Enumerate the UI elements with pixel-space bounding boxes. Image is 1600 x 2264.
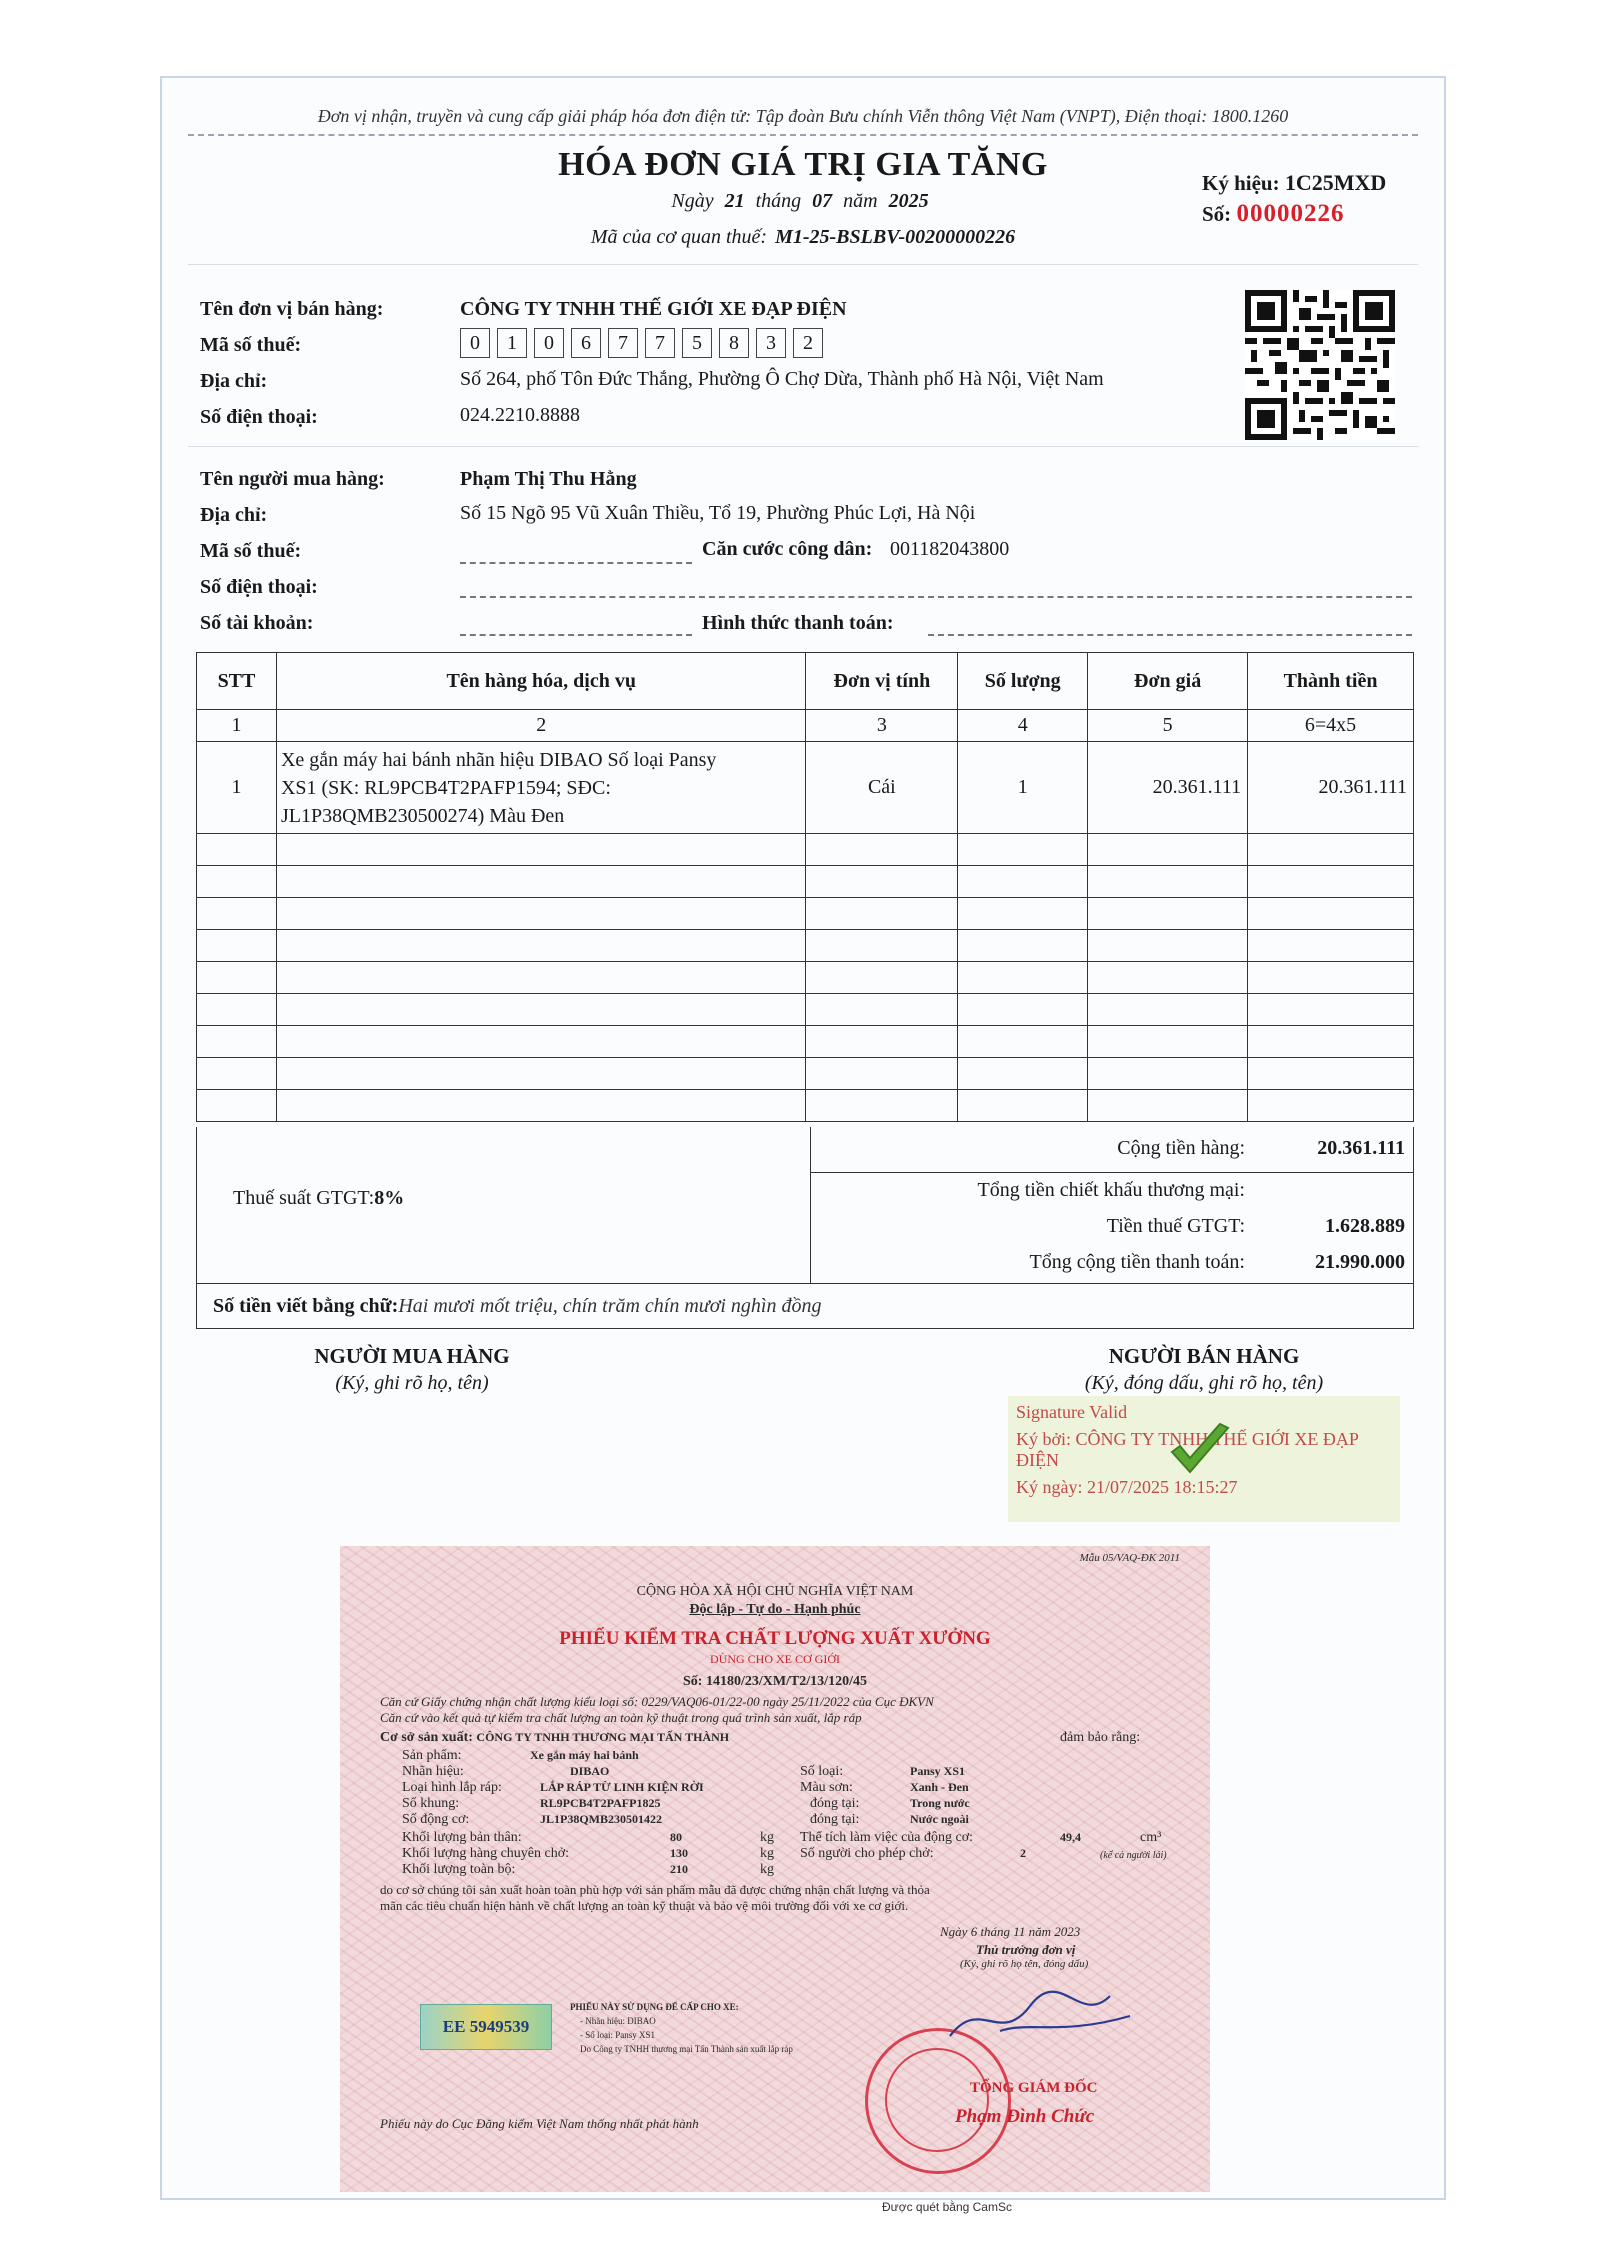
cert-engine-made: Nước ngoài — [910, 1812, 969, 1826]
scan-note: Được quét bằng CamSc — [882, 2200, 1012, 2214]
vat-rate: Thuế suất GTGT:8% — [233, 1187, 405, 1209]
buyer-name-label: Tên người mua hàng: — [200, 468, 385, 490]
tax-digit: 1 — [497, 328, 527, 358]
payment-method-blank — [928, 634, 1412, 636]
invoice-symbol: Ký hiệu: 1C25MXD — [1202, 170, 1387, 195]
empty-row — [197, 994, 1414, 1026]
tax-digit: 6 — [571, 328, 601, 358]
col-header: STT — [197, 653, 277, 710]
checkmark-icon — [1168, 1422, 1232, 1480]
total-value: 21.990.000 — [1315, 1251, 1405, 1273]
cert-displacement-label: Thể tích làm việc của động cơ: — [800, 1830, 974, 1845]
cert-producer: Cơ sở sản xuất: CÔNG TY TNHH THƯƠNG MẠI TẤN THÀNH — [380, 1730, 730, 1745]
col-header: Đơn giá — [1088, 653, 1248, 710]
item-qty: 1 — [958, 742, 1088, 834]
seller-phone-label: Số điện thoại: — [200, 406, 318, 428]
empty-row — [197, 1058, 1414, 1090]
tax-digit: 7 — [645, 328, 675, 358]
cert-model: Pansy XS1 — [910, 1764, 966, 1778]
seller-phone: 024.2210.8888 — [460, 404, 580, 426]
index-cell: 6=4x5 — [1248, 710, 1414, 742]
cert-republic: CỘNG HÒA XÃ HỘI CHỦ NGHĨA VIỆT NAM — [636, 1584, 914, 1599]
cert-footer: Phiếu này do Cục Đăng kiểm Việt Nam thống nhất phát hành — [380, 2116, 699, 2131]
qr-code-icon — [1245, 290, 1395, 440]
index-cell: 2 — [276, 710, 806, 742]
tax-digit: 8 — [719, 328, 749, 358]
divider — [188, 264, 1418, 265]
cert-kg: kg — [760, 1862, 774, 1877]
vat-label: Tiền thuế GTGT: — [1106, 1215, 1245, 1237]
tax-digit: 0 — [460, 328, 490, 358]
cert-cm3: cm³ — [1140, 1830, 1162, 1845]
invoice-sheet — [160, 76, 1446, 2200]
buyer-tax-label: Mã số thuế: — [200, 540, 302, 562]
cert-seats: 2 — [1020, 1846, 1026, 1860]
tax-digit: 7 — [608, 328, 638, 358]
amount-in-words: Số tiền viết bằng chữ:Hai mươi mốt triệu, chín trăm chín mươi nghìn đồng — [196, 1283, 1414, 1329]
empty-row — [197, 898, 1414, 930]
signature-signer-cont: ĐIỆN — [1016, 1450, 1059, 1470]
cert-brand-label: Nhãn hiệu: — [402, 1764, 464, 1779]
summary-box — [196, 1127, 1414, 1284]
buyer-account-blank — [460, 634, 692, 636]
item-amount: 20.361.111 — [1248, 742, 1414, 834]
divider — [810, 1172, 1413, 1173]
item-stt: 1 — [197, 742, 277, 834]
buyer-phone-label: Số điện thoại: — [200, 576, 318, 598]
item-unit: Cái — [806, 742, 958, 834]
buyer-sign-sub: (Ký, ghi rõ họ, tên) — [335, 1372, 489, 1394]
table-header-row — [197, 653, 1414, 710]
item-name-line: XS1 (SK: RL9PCB4T2PAFP1594; SĐC: — [280, 776, 611, 799]
invoice-number: Số: 00000226 — [1202, 200, 1345, 227]
index-cell: 3 — [806, 710, 958, 742]
cert-form-code: Mẫu 05/VAQ-ĐK 2011 — [1079, 1552, 1180, 1564]
buyer-account-label: Số tài khoản: — [200, 612, 314, 634]
seller-name-label: Tên đơn vị bán hàng: — [200, 298, 384, 320]
cert-frame: RL9PCB4T2PAFP1825 — [540, 1796, 661, 1810]
items-table — [196, 652, 1414, 1122]
signature-scribble-icon — [940, 1976, 1140, 2056]
buyer-address: Số 15 Ngõ 95 Vũ Xuân Thiều, Tổ 19, Phường Phúc Lợi, Hà Nội — [460, 502, 976, 524]
tax-digit: 5 — [682, 328, 712, 358]
invoice-date: Ngày 21 tháng 07 năm 2025 — [671, 190, 929, 212]
cert-displacement: 49,4 — [1060, 1830, 1081, 1844]
empty-row — [197, 1026, 1414, 1058]
empty-row — [197, 930, 1414, 962]
cert-motto: Độc lập - Tự do - Hạnh phúc — [689, 1602, 861, 1617]
cert-guarantee: đảm bảo rằng: — [1060, 1730, 1141, 1745]
cert-basis2: Căn cứ vào kết quả tự kiểm tra chất lượng an toàn kỹ thuật trong quá trình sản xuất, lắp ráp — [380, 1710, 862, 1725]
total-label: Tổng cộng tiền thanh toán: — [1029, 1251, 1245, 1273]
cert-head-title: Thủ trưởng đơn vị — [976, 1942, 1076, 1957]
item-price: 20.361.111 — [1088, 742, 1248, 834]
buyer-address-label: Địa chỉ: — [200, 504, 268, 526]
item-name-line: JL1P38QMB230500274) Màu Đen — [280, 804, 565, 827]
index-cell: 5 — [1088, 710, 1248, 742]
invoice-title: HÓA ĐƠN GIÁ TRỊ GIA TĂNG — [558, 146, 1048, 183]
cert-weight-label: Khối lượng bản thân: — [402, 1830, 522, 1845]
cert-number: Số: 14180/23/XM/T2/13/120/45 — [683, 1674, 867, 1689]
signature-status: Signature Valid — [1016, 1402, 1128, 1422]
buyer-id-label: Căn cước công dân: — [702, 538, 873, 560]
divider — [188, 446, 1418, 447]
tax-digit: 0 — [534, 328, 564, 358]
empty-row — [197, 866, 1414, 898]
tax-authority-code: Mã của cơ quan thuế: M1-25-BSLBV-00200000226 — [590, 226, 1016, 248]
cert-head-sub: (Ký, ghi rõ họ tên, đóng dấu) — [960, 1958, 1089, 1970]
subtotal-label: Cộng tiền hàng: — [1117, 1137, 1245, 1159]
seller-address: Số 264, phố Tôn Đức Thắng, Phường Ô Chợ Dừa, Thành phố Hà Nội, Việt Nam — [460, 368, 1104, 390]
buyer-tax-blank — [460, 562, 692, 564]
cert-total-weight-label: Khối lượng toàn bộ: — [402, 1862, 516, 1877]
cert-kg: kg — [760, 1846, 774, 1861]
payment-method-label: Hình thức thanh toán: — [702, 612, 894, 634]
cert-color-label: Màu sơn: — [800, 1780, 853, 1795]
cert-color: Xanh - Đen — [910, 1780, 969, 1794]
seller-sign-title: NGƯỜI BÁN HÀNG — [1108, 1344, 1300, 1368]
company-stamp-inner — [885, 2048, 989, 2152]
cert-sign-date: Ngày 6 tháng 11 năm 2023 — [940, 1924, 1081, 1939]
discount-label: Tổng tiền chiết khấu thương mại: — [977, 1179, 1245, 1201]
cert-serial-hologram: EE 5949539 — [420, 2004, 552, 2050]
cert-conclusion1: do cơ sở chúng tôi sản xuất hoàn toàn phù hợp với sản phẩm mẫu đã được chứng nhận chất lượng và thỏa — [380, 1882, 930, 1897]
cert-brand: DIBAO — [570, 1764, 610, 1778]
cert-basis1: Căn cứ Giấy chứng nhận chất lượng kiểu loại số: 0229/VAQ06-01/22-00 ngày 25/11/2022 của Cục ĐKVN — [380, 1694, 934, 1709]
provider-line: Đơn vị nhận, truyền và cung cấp giải pháp hóa đơn điện tử: Tập đoàn Bưu chính Viễn thông Việt Nam (VNPT), Điện thoại: 1800.1260 — [317, 106, 1289, 126]
table-index-row — [197, 710, 1414, 742]
divider — [810, 1127, 811, 1283]
cert-kg: kg — [760, 1830, 774, 1845]
cert-usage-note2: - Nhãn hiệu: DIBAO — [580, 2016, 656, 2026]
cert-conclusion2: mãn các tiêu chuẩn hiện hành về chất lượng an toàn kỹ thuật và bảo vệ môi trường đối với xe cơ giới. — [380, 1898, 909, 1913]
cert-assembly: LẮP RÁP TỪ LINH KIỆN RỜI — [540, 1780, 704, 1794]
item-name-line: Xe gắn máy hai bánh nhãn hiệu DIBAO Số loại Pansy — [280, 748, 717, 771]
cert-director-title: TỔNG GIÁM ĐỐC — [970, 2080, 1098, 2096]
empty-row — [197, 834, 1414, 866]
cert-model-label: Số loại: — [800, 1764, 844, 1779]
cert-load: 130 — [670, 1846, 688, 1860]
col-header: Số lượng — [958, 653, 1088, 710]
empty-row — [197, 962, 1414, 994]
signature-signer: Ký bởi: CÔNG TY TNHH THẾ GIỚI XE ĐẠP — [1016, 1429, 1359, 1449]
index-cell: 1 — [197, 710, 277, 742]
cert-weight: 80 — [670, 1830, 682, 1844]
quality-certificate-photo — [340, 1546, 1210, 2192]
cert-seats-label: Số người cho phép chở: — [800, 1846, 934, 1861]
cert-product: Sản phẩm: — [402, 1748, 462, 1763]
table-row — [197, 742, 1414, 834]
cert-usage-note3: - Số loại: Pansy XS1 — [580, 2030, 656, 2040]
cert-seats-note: (kể cả người lái) — [1100, 1850, 1167, 1861]
cert-usage-note4: Do Công ty TNHH thương mại Tấn Thành sản xuất lắp ráp — [580, 2044, 793, 2054]
cert-director-name: Phạm Đình Chức — [955, 2106, 1095, 2127]
cert-engine: JL1P38QMB230501422 — [540, 1812, 662, 1826]
cert-product-value: Xe gắn máy hai bánh — [530, 1748, 639, 1762]
cert-frame-made: Trong nước — [910, 1796, 970, 1810]
buyer-sign-title: NGƯỜI MUA HÀNG — [314, 1344, 510, 1368]
item-name — [276, 742, 806, 834]
buyer-id-number: 001182043800 — [890, 538, 1010, 560]
divider — [188, 134, 1418, 136]
subtotal-value: 20.361.111 — [1317, 1137, 1405, 1159]
cert-engine-made-label: đóng tại: — [810, 1812, 860, 1827]
seller-name: CÔNG TY TNHH THẾ GIỚI XE ĐẠP ĐIỆN — [460, 298, 847, 320]
cert-engine-label: Số động cơ: — [402, 1812, 470, 1827]
index-cell: 4 — [958, 710, 1088, 742]
vat-value: 1.628.889 — [1325, 1215, 1405, 1237]
buyer-name: Phạm Thị Thu Hằng — [460, 468, 637, 490]
col-header: Đơn vị tính — [806, 653, 958, 710]
seller-address-label: Địa chỉ: — [200, 370, 268, 392]
signature-date: Ký ngày: 21/07/2025 18:15:27 — [1016, 1477, 1238, 1497]
cert-total-weight: 210 — [670, 1862, 688, 1876]
cert-load-label: Khối lượng hàng chuyên chở: — [402, 1846, 570, 1861]
digital-signature-box — [1008, 1396, 1400, 1522]
cert-frame-label: Số khung: — [402, 1796, 460, 1811]
tax-digit: 2 — [793, 328, 823, 358]
seller-tax-code — [460, 328, 830, 358]
seller-sign-sub: (Ký, đóng dấu, ghi rõ họ, tên) — [1084, 1372, 1324, 1394]
buyer-phone-blank — [460, 596, 1412, 598]
cert-title: PHIẾU KIỂM TRA CHẤT LƯỢNG XUẤT XƯỞNG — [559, 1628, 991, 1649]
cert-subtitle: DÙNG CHO XE CƠ GIỚI — [710, 1652, 840, 1666]
cert-usage-note1: PHIẾU NÀY SỬ DỤNG ĐỂ CẤP CHO XE: — [570, 2002, 739, 2012]
empty-row — [197, 1090, 1414, 1122]
col-header: Thành tiền — [1248, 653, 1414, 710]
col-header: Tên hàng hóa, dịch vụ — [276, 653, 806, 710]
cert-frame-made-label: đóng tại: — [810, 1796, 860, 1811]
cert-assembly-label: Loại hình lắp ráp: — [402, 1780, 502, 1795]
seller-tax-label: Mã số thuế: — [200, 334, 302, 356]
tax-digit: 3 — [756, 328, 786, 358]
